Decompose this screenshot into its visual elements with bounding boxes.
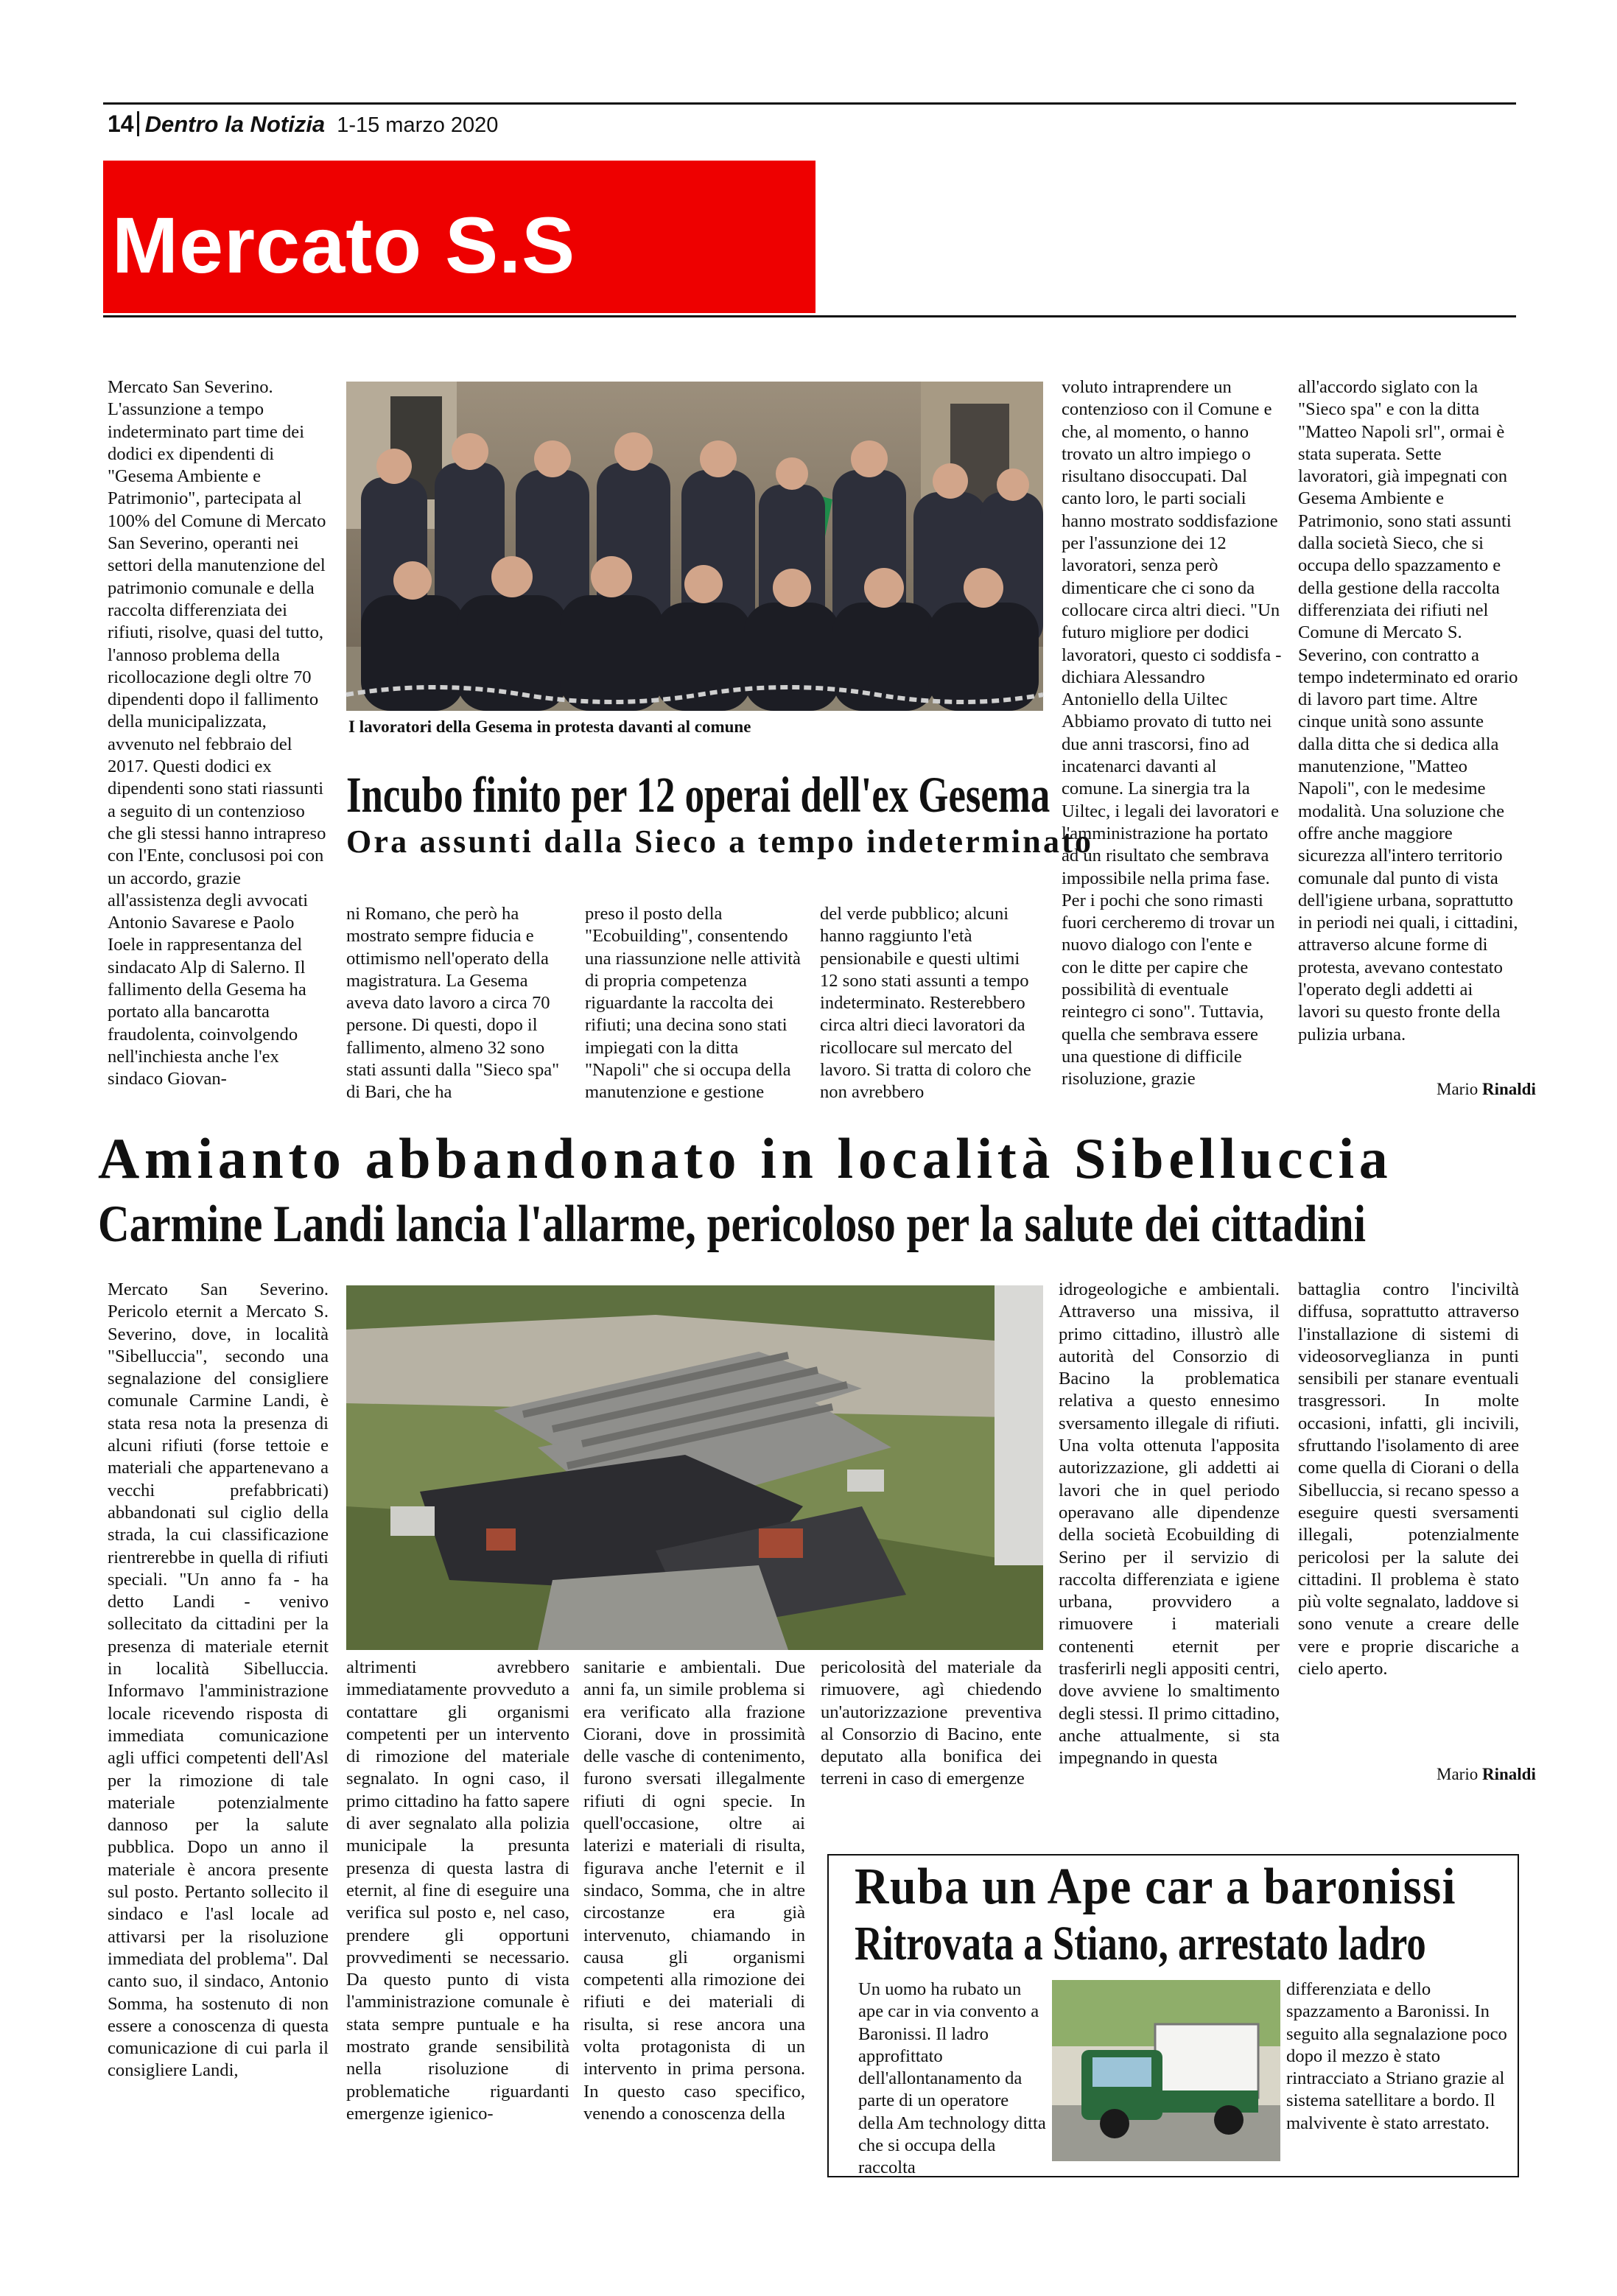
folio-divider [137,111,139,136]
article3-headline: Ruba un Ape car a baronissi [855,1858,1456,1915]
header-bottom-rule [103,315,1516,317]
article2-col4: pericolosità del materiale da rimuovere, agì chiedendo un'autorizzazione preventiva al Consorzio di Bacino, ente deputato alla bonifica dei terreni in caso di emergenze [821,1657,1042,1789]
article1-col1: Mercato San Severino. L'assunzione a tempo indeterminato part time dei dodici ex dipendenti di "Gesema Ambiente e Patrimonio", partecipata al 100% del Comune di Mercato San Severino, operanti nei settori della manutenzione del patrimonio comunale e della raccolta differenziata dei rifiuti, risolve, quasi del tutto, l'annoso problema della ricollocazione degli oltre 70 dipendenti dopo il fallimento della municipalizzata, avvenuto nel febbraio del 2017. Questi dodici ex dipendenti sono stati riassunti a seguito di un contenzioso che gli stessi hanno intrapreso con l'Ente, conclusosi poi con un accordo, grazie all'assistenza degli avvocati Antonio Savarese e Paolo Ioele in rappresentanza del sindacato Alp di Salerno. Il fallimento della Gesema ha portato alla bancarotta fraudolenta, coinvolgendo nell'inchiesta anche l'ex sindaco Giovan- [108,377,326,1089]
workers-protest-image [346,382,1043,711]
byline-first: Mario [1437,1080,1479,1098]
section-title: Mercato S.S [112,200,576,289]
article2-byline [1437,1765,1536,1784]
article1-subheadline: Ora assunti dalla Sieco a tempo indeterminato [346,824,1094,860]
issue-date: 1-15 marzo 2020 [337,113,499,137]
article1-col2: ni Romano, che però ha mostrato sempre fiducia e ottimismo nell'operato della magistratura. La Gesema aveva dato lavoro a circa 70 persone. Di questi, dopo il fallimento, almeno 32 sono stati assunti dalla "Sieco spa" di Bari, che ha [346,904,560,1103]
publication-name: Dentro la Notizia [144,111,326,137]
top-rule [103,102,1516,105]
article2-col2: altrimenti avrebbero immediatamente provveduto a contattare gli organismi competenti per un intervento di rimozione del materiale segnalato. In ogni caso, il primo cittadino ha fatto sapere di aver segnalato alla polizia municipale la presunta presenza di questa lastra di eternit, al fine di eseguire una verifica sul posto e, nel caso, prendere gli opportuni provvedimenti se necessario. Da questo punto di vista l'amministrazione comunale è stata sempre puntuale e ha mostrato grande sensibilità nella risoluzione di problematiche riguardanti emergenze igienico- [346,1657,569,2124]
article2-subheadline: Carmine Landi lancia l'allarme, pericoloso per la salute dei cittadini [98,1194,1367,1253]
article2-headline: Amianto abbandonato in località Sibelluccia [98,1126,1393,1190]
article1-col4: del verde pubblico; alcuni hanno raggiunto l'età pensionabile e questi ultimi 12 sono stati assunti a tempo indeterminato. Resterebbero circa altri dieci lavoratori da ricollocare sul mercato del lavoro. Si tratta di coloro che non avrebbero [820,904,1031,1103]
article1-byline [1437,1080,1536,1099]
article1-col6: all'accordo siglato con la "Sieco spa" e con la ditta "Matteo Napoli srl", ormai è stata superata. Sette lavoratori, già impegnati con Gesema Ambiente e Patrimonio, sono stati assunti dalla società Sieco, che si occupa dello spazzamento e della gestione della raccolta differenziata dei rifiuti nel Comune di Mercato S. Severino, con contratto a tempo indeterminato ed orario di lavoro part time. Altre cinque unità sono assunte dalla ditta che si dedica alla manutenzione, "Matteo Napoli", con le medesime modalità. Una soluzione che offre anche maggiore sicurezza all'intero territorio comunale dal punto di vista dell'igiene urbana, soprattutto in periodi nei quali, i cittadini, attraverso alcune forme di protesta, avevano contestato l'operato degli addetti ai lavori su questo fronte della pulizia urbana. [1298,377,1518,1045]
article3-subheadline: Ritrovata a Stiano, arrestato ladro [855,1917,1426,1970]
article3-col2: differenziata e dello spazzamento a Baronissi. In seguito alla segnalazione poco dopo il mezzo è stato rintracciato a Striano grazie al sistema satellitare a bordo. Il malvivente è stato arrestato. [1286,1979,1507,2133]
article1-col3: preso il posto della "Ecobuilding", consentendo una riassunzione nelle attività di propria competenza riguardante la raccolta dei rifiuti; una decina sono stati impiegati con la ditta "Napoli" che si occupa della manutenzione e gestione [585,904,801,1103]
asbestos-photo [346,1285,1043,1650]
article2-col3: sanitarie e ambientali. Due anni fa, un simile problema si era verificato alla frazione Ciorani, dove in prossimità delle vasche di contenimento, furono sversati illegalmente rifiuti di ogni specie. In quell'occasione, oltre ai laterizi e materiali di risulta, figurava anche l'eternit e il sindaco, Somma, che in altre circostanze era già intervenuto, chiamando in causa gli organismi competenti alla rimozione dei rifiuti e dei materiali di risulta, si rese ancora una volta protagonista di un intervento in prima persona. In questo caso specifico, venendo a conoscenza della [583,1657,805,2124]
article1-headline: Incubo finito per 12 operai dell'ex Gesema [346,767,1050,824]
workers-protest-photo [346,382,1043,711]
byline-first: Mario [1437,1765,1479,1783]
byline-last: Rinaldi [1481,1765,1536,1783]
page-number: 14 [108,110,134,137]
photo-caption: I lavoratori della Gesema in protesta davanti al comune [348,717,751,736]
asbestos-debris-image [346,1285,1043,1650]
article2-col1: Mercato San Severino. Pericolo eternit a Mercato S. Severino, dove, in località "Sibelluccia", secondo una segnalazione del consigliere comunale Carmine Landi, è stata resa nota la presenza di alcuni rifiuti (forse tettoie e materiali che appartenevano a vecchi prefabbricati) abbandonati sul ciglio della strada, la cui classificazione rientrerebbe in quella di rifiuti speciali. "Un anno fa - ha detto Landi - venivo sollecitato da cittadini per la presenza di materiale eternit in località Sibelluccia. Informavo l'amministrazione locale ricevendo risposta di immediata comunicazione agli uffici competenti dell'Asl per la rimozione di tale materiale potenzialmente dannoso per la salute pubblica. Dopo un anno il materiale è ancora presente sul posto. Pertanto sollecito il sindaco e l'asl locale ad attivarsi per la risoluzione immediata del problema". Dal canto suo, il sindaco, Antonio Somma, ha sostenuto di non essere a conoscenza di questa comunicazione di cui parla il consigliere Landi, [108,1279,329,2081]
article1-col5: voluto intraprendere un contenzioso con il Comune e che, al momento, o hanno trovato un altro impiego o risultano disoccupati. Dal canto loro, le parti sociali hanno mostrato soddisfazione per l'assunzione dei 12 lavoratori, senza però dimenticare che ci sono da collocare circa altri dieci. "Un futuro migliore per dodici lavoratori, questo ci soddisfa - dichiara Alessandro Antoniello della Uiltec Abbiamo provato di tutto nei due anni trascorsi, fino ad incatenarci davanti al comune. La sinergia tra la Uiltec, i legali dei lavoratori e l'amministrazione ha portato ad un risultato che sembrava impossibile nella prima fase. Per i pochi che sono rimasti fuori cercheremo di trovar un nuovo dialogo con l'ente e con le ditte per capire che possibilità di eventuale reintegro ci sono". Tuttavia, quella che sembrava essere una questione di difficile risoluzione, grazie [1062,377,1282,1089]
article2-col5: idrogeologiche e ambientali. Attraverso una missiva, il primo cittadino, illustrò alle autorità del Consorzio di Bacino la problematica relativa a questo ennesimo sversamento illegale di rifiuti. Una volta ottenuta l'apposita autorizzazione, gli addetti ai lavori che in quel periodo operavano alle dipendenze della società Ecobuilding di Serino per il servizio di raccolta differenziata e igiene urbana, provvidero a rimuovere i materiali contenenti eternit per trasferirli negli appositi centri, dove avviene lo smaltimento degli stessi. Il primo cittadino, anche attualmente, si sta impegnando in questa [1059,1279,1280,1769]
byline-last: Rinaldi [1481,1080,1536,1098]
folio [108,110,498,138]
ape-car-image [1052,1980,1280,2161]
ape-car-photo [1052,1980,1280,2161]
article3-col1: Un uomo ha rubato un ape car in via convento a Baronissi. Il ladro approfittato dell'allontanamento da parte di un operatore della Am technology ditta che si occupa della raccolta [858,1979,1046,2178]
article2-col6: battaglia contro l'inciviltà diffusa, soprattutto attraverso l'installazione di sistemi di videosorveglianza in punti sensibili per stanare eventuali trasgressori. In molte occasioni, infatti, gli incivili, sfruttando l'isolamento di aree come quella di Ciorani o della Sibelluccia, si recano spesso a eseguire questi sversamenti illegali, potenzialmente pericolosi per la salute dei cittadini. Il problema è stato più volte segnalato, laddove si sono venute a creare delle vere e proprie discariche a cielo aperto. [1298,1279,1519,1679]
